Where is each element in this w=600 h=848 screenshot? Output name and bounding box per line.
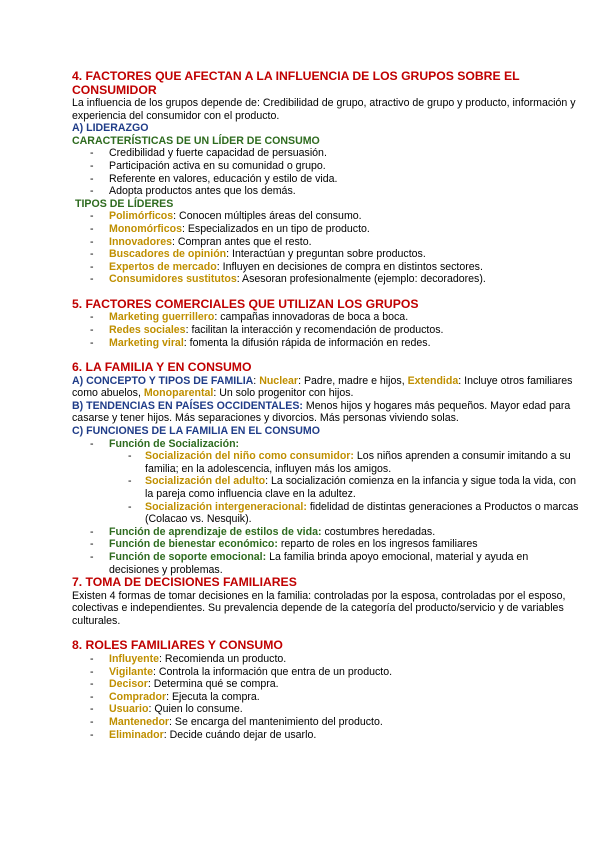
list-item	[72, 729, 580, 742]
term: Socialización del niño como consumidor:	[145, 450, 354, 463]
definition: : Determina qué se compra.	[147, 678, 279, 691]
definition: La familia brinda apoyo emocional, material y ayuda en decisiones y problemas.	[109, 551, 529, 576]
list-item	[72, 324, 580, 337]
list-item	[72, 551, 580, 576]
list-item	[72, 311, 580, 324]
term-nuclear: Nuclear	[259, 374, 299, 387]
definition: fidelidad de distintas generaciones a Productos o marcas (Colacao vs. Nesquik).	[145, 500, 579, 526]
term: Monomórficos	[109, 222, 182, 235]
term-monoparental: Monoparental	[143, 387, 214, 400]
list-item	[72, 666, 580, 679]
term: Redes sociales	[109, 324, 186, 336]
definition: reparto de roles en los ingresos familiares	[277, 538, 478, 551]
definition: : facilitan la interacción y recomendación de productos.	[185, 324, 444, 336]
leader-types-list	[72, 210, 580, 286]
section-7-text: Existen 4 formas de tomar decisiones en la familia: controladas por la esposa, controladas por el esposo, colectivas e independientes. Su prevalencia depende de la categoría del producto/servicio y de variables culturales.	[72, 589, 566, 627]
list-item	[72, 678, 580, 691]
definition: : Ejecuta la compra.	[166, 690, 260, 703]
term: Expertos de mercado	[109, 260, 217, 273]
list-item	[72, 653, 580, 666]
list-item	[72, 450, 580, 475]
section-7-title: 7. TOMA DE DECISIONES FAMILIARES	[72, 575, 297, 590]
family-roles-list	[72, 653, 580, 741]
definition: : La socialización comienza en la infancia y sigue toda la vida, con la pareja como influencia clave en la adultez.	[145, 475, 577, 501]
list-item	[72, 703, 580, 716]
definition: : Conocen múltiples áreas del consumo.	[173, 210, 362, 223]
term-extendida: Extendida	[407, 374, 459, 387]
list-item	[72, 501, 580, 526]
term: Buscadores de opinión	[109, 248, 227, 261]
term: Función de aprendizaje de estilos de vida:	[109, 525, 322, 538]
term: Mantenedor	[109, 715, 170, 728]
list-item: - Participación activa en su comunidad o grupo.	[72, 160, 580, 173]
family-concept-paragraph	[72, 375, 580, 400]
list-item	[72, 337, 580, 350]
definition: : campañas innovadoras de boca a boca.	[214, 311, 409, 324]
definition: : Interactúan y preguntan sobre productos.	[226, 248, 426, 261]
list-item	[72, 248, 580, 261]
section-4-title: 4. FACTORES QUE AFECTAN A LA INFLUENCIA DE LOS GRUPOS SOBRE EL CONSUMIDOR	[72, 69, 520, 97]
list-item: - Referente en valores, educación y estilo de vida.	[72, 173, 580, 186]
list-item	[72, 538, 580, 551]
term: Función de bienestar económico:	[109, 538, 278, 551]
list-item	[72, 716, 580, 729]
socialization-list	[72, 450, 580, 526]
trends-text: Menos hijos y hogares más pequeños. Mayor edad para casarse y tener hijos. Más separaciones y divorcios. Más personas viviendo solas.	[72, 399, 571, 425]
commercial-factors-list	[72, 311, 580, 349]
subheading-caracteristicas: CARACTERÍSTICAS DE UN LÍDER DE CONSUMO	[72, 134, 320, 147]
definition: : Compran antes que el resto.	[172, 235, 312, 248]
list-item	[72, 261, 580, 274]
separator: :	[253, 374, 260, 387]
term: Función de soporte emocional:	[109, 551, 267, 563]
subheading-concepto: A) CONCEPTO Y TIPOS DE FAMILIA	[72, 374, 254, 387]
section-8-title: 8. ROLES FAMILIARES Y CONSUMO	[72, 638, 283, 653]
term: Socialización del adulto	[145, 475, 266, 488]
term: Marketing guerrillero	[109, 311, 215, 324]
term: Eliminador	[109, 728, 164, 741]
definition: costumbres heredadas.	[321, 525, 436, 538]
term: Innovadores	[109, 235, 172, 248]
list-item	[72, 223, 580, 236]
definition: : fomenta la difusión rápida de información en redes.	[183, 336, 431, 349]
definition: : Recomienda un producto.	[159, 652, 287, 665]
definition: : Asesoran profesionalmente (ejemplo: decoradores).	[236, 273, 486, 286]
definition: : Un solo progenitor con hijos.	[213, 387, 354, 400]
term: Consumidores sustitutos	[109, 273, 237, 286]
functions-list	[72, 438, 580, 577]
function-socialization: Función de Socialización:	[109, 437, 240, 450]
term: Socialización intergeneracional:	[145, 500, 307, 513]
definition: Los niños aprenden a consumir imitando a su familia; en la adolescencia, influyen más los amigos.	[145, 450, 571, 475]
term: Polimórficos	[109, 210, 174, 223]
term: Usuario	[109, 703, 149, 716]
list-item	[72, 438, 580, 526]
section-5-title: 5. FACTORES COMERCIALES QUE UTILIZAN LOS GRUPOS	[72, 296, 419, 311]
definition: : Incluye otros familiares como abuelos,	[72, 374, 573, 400]
list-item	[72, 236, 580, 249]
definition: : Decide cuándo dejar de usarlo.	[163, 728, 317, 741]
characteristics-list	[72, 147, 580, 197]
definition: : Se encarga del mantenimiento del producto.	[169, 715, 383, 728]
list-item	[72, 210, 580, 223]
term: Vigilante	[109, 665, 153, 678]
definition: : Padre, madre e hijos,	[298, 374, 408, 387]
section-6-title: 6. LA FAMILIA Y EN CONSUMO	[72, 360, 252, 375]
term: Decisor	[109, 678, 148, 691]
list-item: - Credibilidad y fuerte capacidad de persuasión.	[72, 147, 580, 160]
definition: : Quien lo consume.	[148, 703, 243, 716]
list-item	[72, 273, 580, 286]
section-4-intro: La influencia de los grupos depende de: Credibilidad de grupo, atractivo de grupo y producto, información y experiencia del consumidor con el producto.	[72, 97, 576, 122]
list-item	[72, 691, 580, 704]
term: Influyente	[109, 652, 160, 665]
subheading-liderazgo: A) LIDERAZGO	[72, 122, 149, 135]
list-item	[72, 475, 580, 500]
subheading-tipos-lideres: TIPOS DE LÍDERES	[75, 197, 174, 210]
term: Marketing viral	[109, 336, 184, 349]
subheading-funciones: C) FUNCIONES DE LA FAMILIA EN EL CONSUMO	[72, 425, 320, 438]
definition: : Controla la información que entra de un producto.	[152, 665, 393, 678]
trends-paragraph	[72, 400, 580, 425]
definition: : Influyen en decisiones de compra en distintos sectores.	[216, 260, 483, 273]
list-item	[72, 526, 580, 539]
term: Comprador	[109, 690, 167, 703]
subheading-tendencias: B) TENDENCIAS EN PAÍSES OCCIDENTALES:	[72, 399, 303, 412]
definition: : Especializados en un tipo de producto.	[181, 222, 370, 235]
list-item: - Adopta productos antes que los demás.	[72, 185, 580, 198]
